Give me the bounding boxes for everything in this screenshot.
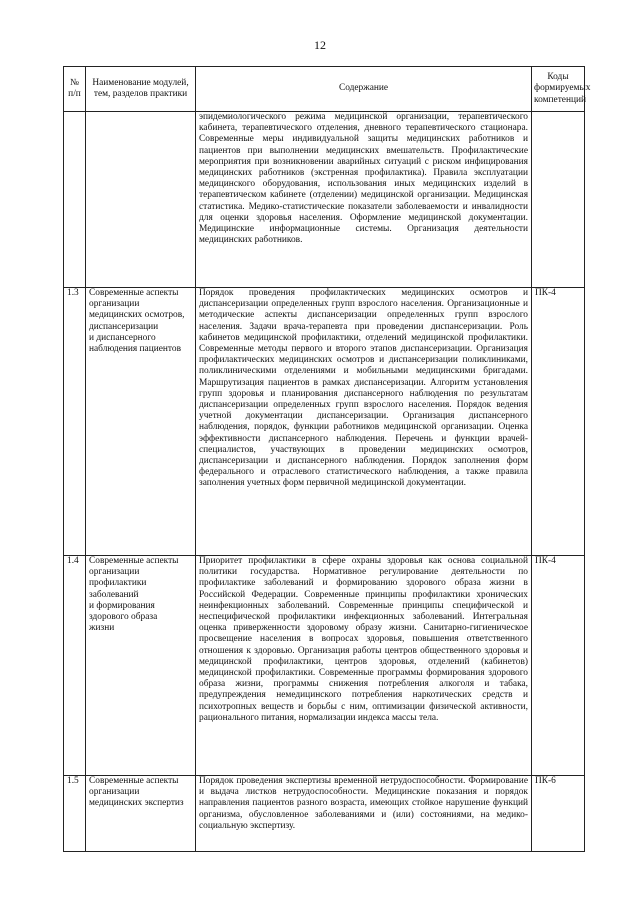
page-number: 12 — [314, 38, 326, 52]
row-num: 1.4 — [64, 556, 86, 776]
row-num: 1.5 — [64, 776, 86, 852]
row-name — [86, 112, 196, 288]
header-content: Содержание — [196, 67, 532, 112]
row-name-line: наблюдения пациентов — [89, 344, 182, 355]
row-name-line: организации — [89, 787, 140, 798]
row-name-line: Современные аспекты — [89, 776, 179, 786]
row-name-line: и формирования — [89, 600, 155, 611]
row-name-line: Современные аспекты — [89, 556, 179, 566]
table-row — [64, 556, 585, 776]
table-row — [64, 112, 585, 288]
row-name — [86, 556, 196, 776]
row-name-line: медицинских осмотров, — [89, 310, 185, 321]
header-codes: Коды формируемых компетенций — [532, 67, 585, 112]
row-name-line: и диспансерного — [89, 332, 156, 343]
row-name — [86, 288, 196, 556]
row-name-line: медицинских экспертиз — [89, 798, 184, 809]
row-name-line: Современные аспекты — [89, 288, 179, 298]
row-codes: ПК-4 — [532, 288, 585, 556]
row-name-line: диспансеризации — [89, 321, 159, 332]
row-codes: ПК-6 — [532, 776, 585, 852]
row-codes: ПК-4 — [532, 556, 585, 776]
table-row — [64, 776, 585, 852]
row-content: эпидемиологического режима медицинской организации, терапевтического кабинета, терапевтического отделения, дневного терапевтического стационара. Современные меры индивидуальной защиты медицинских работников и пациентов при выполнении медицинских вмешательств. Профилактические мероприятия при возникновении аварийных ситуаций с риском инфицирования медицинских работников (экстренная профилактика). Правила эксплуатации медицинского оборудования, использования иных медицинских изделий в терапевтическом кабинете (отделении) медицинской организации. Медицинская статистика. Медико-статистические показатели заболеваемости и инвалидности для оценки здоровья населения. Оформление медицинской документации. Медицинские информационные системы. Организация деятельности медицинских работников. — [196, 112, 532, 288]
header-name: Наименование модулей, тем, разделов практики — [86, 67, 196, 112]
program-table — [63, 66, 591, 852]
row-content: Порядок проведения экспертизы временной нетрудоспособности. Формирование и выдача листков нетрудоспособности. Медицинские показания и порядок направления пациентов разного возраста, имеющих стойкое нарушение функций организма, обусловленное заболеваниями и (или) состояниями, на медико-социальную экспертизу. — [196, 776, 532, 852]
row-name-line: заболеваний — [89, 589, 139, 600]
row-codes — [532, 112, 585, 288]
row-name-line: организации — [89, 567, 140, 578]
row-name-line: жизни — [89, 623, 115, 634]
table-row — [64, 288, 585, 556]
row-content: Приоритет профилактики в сфере охраны здоровья как основа социальной политики государства. Нормативное регулирование деятельности по профилактике заболеваний и формированию здорового образа жизни в Российской Федерации. Современные принципы профилактики хронических неинфекционных заболеваний. Современные принципы специфической и неспецифической профилактики инфекционных заболеваний. Интегральная оценка приверженности здоровому образу жизни. Санитарно-гигиеническое просвещение населения в вопросах здоровья, повышения ответственного отношения к здоровью. Организация работы центров общественного здоровья и медицинской профилактики, центров здоровья, отделений (кабинетов) медицинской профилактики. Современные программы формирования здорового образа жизни, программы снижения потребления алкоголя и табака, предупреждения немедицинского потребления наркотических средств и психотропных веществ и борьбы с ним, оптимизации физической активности, рационального питания, нормализации индекса массы тела. — [196, 556, 532, 776]
row-name — [86, 776, 196, 852]
row-name-line: здорового образа — [89, 612, 158, 623]
row-num — [64, 112, 86, 288]
row-num: 1.3 — [64, 288, 86, 556]
header-num: № п/п — [64, 67, 86, 112]
row-name-line: организации — [89, 299, 140, 310]
row-content: Порядок проведения профилактических медицинских осмотров и диспансеризации определенных групп взрослого населения. Организационные и методические аспекты диспансеризации определенных групп взрослого населения. Задачи врача-терапевта при проведении диспансеризации. Роль кабинетов медицинской профилактики, отделений медицинской профилактики. Современные методы первого и второго этапов диспансеризации. Организация профилактических медицинских осмотров и диспансеризации поликлиниками, поликлиническими отделениями и мобильными медицинскими бригадами. Маршрутизация пациентов в рамках диспансеризации. Алгоритм установления групп здоровья и планирования диспансерного наблюдения по результатам диспансеризации определенных групп взрослого населения. Порядок ведения учетной документации диспансеризации. Организация диспансерного наблюдения, порядок, функции работников медицинской организации. Оценка эффективности диспансерного наблюдения. Перечень и функции врачей-специалистов, участвующих в проведении медицинских осмотров, диспансеризации и диспансерного наблюдения. Порядок заполнения форм федерального и отраслевого статистического наблюдения, а также правила заполнения учетных форм первичной медицинской документации. — [196, 288, 532, 556]
row-name-line: профилактики — [89, 578, 147, 589]
header-row — [64, 67, 585, 112]
